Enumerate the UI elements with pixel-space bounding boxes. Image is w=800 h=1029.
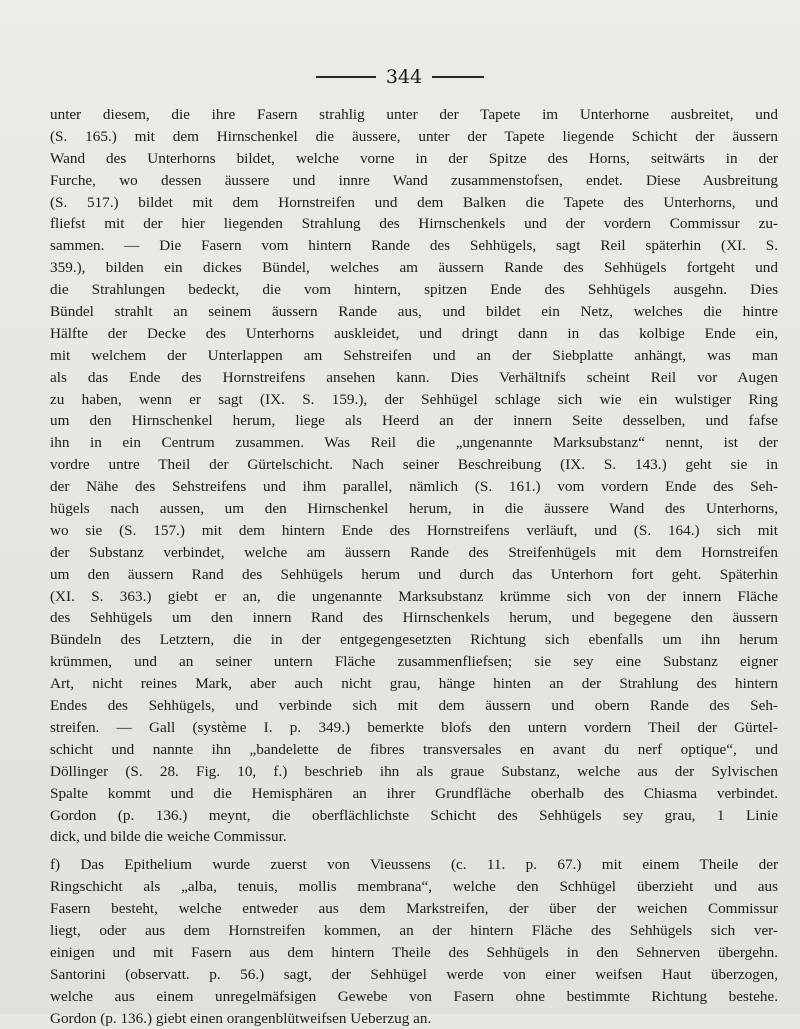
text-line: streifen. — Gall (système I. p. 349.) bemerkte blofs den untern vordern Theil der Gürtel- <box>50 718 778 736</box>
text-line: Furche, wo dessen äussere und innre Wand zusammenstofsen, endet. Diese Ausbreitung <box>50 171 778 189</box>
text-line: um den äussern Rand des Sehhügels herum und durch das Unterhorn fort geht. Späterhin <box>50 565 778 583</box>
text-line: krümmen, und an seiner untern Fläche zusammenfliefsen; sie sey eine Substanz eigner <box>50 653 778 671</box>
text-line: ihn in ein Centrum zusammen. Was Reil die „ungenannte Marksubstanz“ nennt, ist der <box>50 434 778 452</box>
header-rule-left <box>316 76 376 78</box>
text-line: wo sie (S. 157.) mit dem hintern Ende des Hornstreifens verläuft, und (S. 164.) sich mit <box>50 521 778 539</box>
text-line: Spalte kommt und die Hemisphären an ihrer Grundfläche oberhalb des Chiasma verbindet. <box>50 784 778 802</box>
text-line: zu haben, wenn er sagt (IX. S. 159.), der Sehhügel schlage sich wie ein wulstiger Ring <box>50 390 778 408</box>
text-line: der Substanz verbindet, welche am äussern Rande des Streifenhügels mit dem Hornstreifen <box>50 543 778 561</box>
text-line: Bündeln des Letztern, die in der entgegengesetzten Richtung sich ebenfalls um ihn herum <box>50 631 778 649</box>
text-line: (S. 165.) mit dem Hirnschenkel die äussere, unter der Tapete liegende Schicht der äussern <box>50 127 778 145</box>
text-line: sammen. — Die Fasern vom hintern Rande des Sehhügels, sagt Reil späterhin (XI. S. <box>50 237 778 255</box>
text-line: um den Hirnschenkel herum, liege als Heerd an der innern Seite desselben, und fafse <box>50 412 778 430</box>
text-line: als das Ende des Hornstreifens ansehen kann. Dies Verhältnifs scheint Reil vor Augen <box>50 368 778 386</box>
text-line: die Strahlungen bedeckt, die vom hintern, spitzen Ende des Sehhügels ausgehn. Dies <box>50 281 778 299</box>
text-line: Santorini (observatt. p. 56.) sagt, der Sehhügel werde von einer weifsen Haut überzogen, <box>50 965 778 983</box>
text-line: Döllinger (S. 28. Fig. 10, f.) beschrieb ihn als graue Substanz, welche aus der Sylvischen <box>50 762 778 780</box>
text-line: Gordon (p. 136.) giebt einen orangenblütweifsen Ueberzug an. <box>50 1009 432 1027</box>
page-number: 344 <box>385 66 423 88</box>
text-line: 359.), bilden ein dickes Bündel, welches am äussern Rande des Sehhügels fortgeht und <box>50 259 778 277</box>
text-line: Bündel strahlt an seinem äussern Rande aus, und bildet ein Netz, welches die hintre <box>50 303 778 321</box>
text-line: Gordon (p. 136.) meynt, die oberflächlichste Schicht des Sehhügels sey grau, 1 Linie <box>50 806 778 824</box>
text-line: (S. 517.) bildet mit dem Hornstreifen und dem Balken die Tapete des Unterhorns, und <box>50 193 778 211</box>
text-line: einigen und mit Fasern aus dem hintern Theile des Sehhügels in den Sehnerven übergehn. <box>50 943 778 961</box>
text-line: Hälfte der Decke des Unterhorns auskleidet, und dringt dann in das kolbige Ende ein, <box>50 324 778 342</box>
text-line: hügels nach aussen, um den Hirnschenkel herum, in die äussere Wand des Unterhorns, <box>50 500 778 518</box>
text-line: dick, und bilde die weiche Commissur. <box>50 828 287 846</box>
text-line: (XI. S. 363.) giebt er an, die ungenannte Marksubstanz krümme sich von der innern Fläche <box>50 587 778 605</box>
text-line: liegt, oder aus dem Hornstreifen kommen, an der hintern Fläche des Sehhügels sich ver- <box>50 921 778 939</box>
text-line: Ringschicht als „alba, tenuis, mollis membrana“, welche den Schhügel überzieht und aus <box>50 878 778 896</box>
text-line: mit welchem der Unterlappen am Sehstreifen und an der Siebplatte anhängt, was man <box>50 346 778 364</box>
text-line: fliefst mit der hier liegenden Strahlung des Hirnschenkels und der vordern Commissur zu- <box>50 215 778 233</box>
text-line: der Nähe des Sehstreifens und ihm parallel, nämlich (S. 161.) vom vordern Ende des Seh- <box>50 478 778 496</box>
body-text <box>50 104 778 1029</box>
header-rule-right <box>432 76 484 78</box>
text-line: Art, nicht reines Mark, aber auch nicht grau, hänge hinten an der Strahlung des hintern <box>50 675 778 693</box>
text-line: Fasern besteht, welche entweder aus dem Markstreifen, der über der weichen Commissur <box>50 900 778 918</box>
text-line: unter diesem, die ihre Fasern strahlig unter der Tapete im Unterhorne ausbreitet, und <box>50 106 778 123</box>
text-line: f) Das Epithelium wurde zuerst von Vieussens (c. 11. p. 67.) mit einem Theile der <box>50 856 778 874</box>
text-line: welche aus einem unregelmäfsigen Gewebe von Fasern ohne bestimmte Richtung bestehe. <box>50 987 778 1005</box>
text-line: des Sehhügels um den innern Rand des Hirnschenkels herum, und begegene den äussern <box>50 609 778 627</box>
paragraph-2 <box>50 854 778 1029</box>
text-line: Endes des Sehhügels, und verbinde sich mit dem äussern und obern Rande des Seh- <box>50 697 778 715</box>
page-header <box>0 66 800 88</box>
text-line: schicht und nannte ihn „bandelette de fibres transversales en avant du nerf optique“, und <box>50 740 778 758</box>
text-line: Wand des Unterhorns bildet, welche vorne in der Spitze des Horns, seitwärts in der <box>50 149 778 167</box>
text-line: vordre untre Theil der Gürtelschicht. Nach seiner Beschreibung (IX. S. 143.) geht sie in <box>50 456 778 474</box>
paragraph-1 <box>50 104 778 848</box>
